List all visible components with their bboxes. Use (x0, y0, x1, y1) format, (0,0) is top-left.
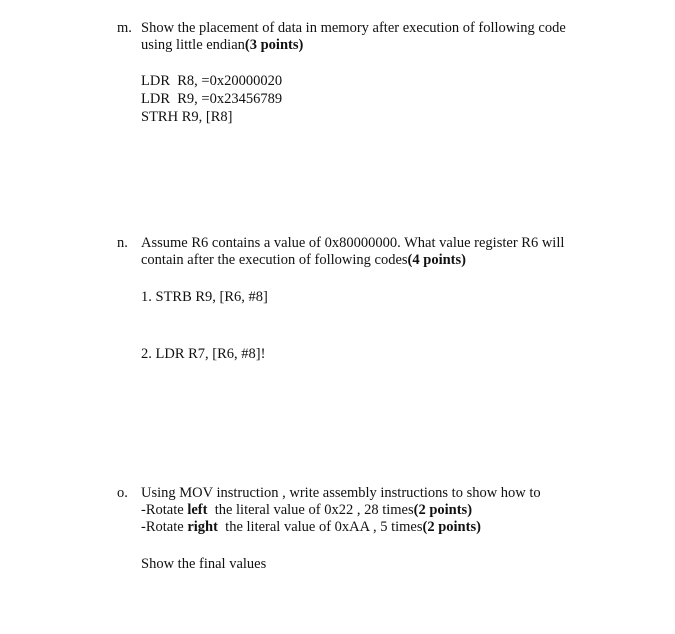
question-m-line2 (141, 37, 647, 54)
question-n-line2 (141, 252, 647, 269)
question-n-line2-text: contain after the execution of following codes (141, 252, 408, 268)
question-n-letter: n. (117, 235, 128, 251)
question-m-letter: m. (117, 20, 132, 36)
code-line-2: LDR R9, =0x23456789 (141, 91, 283, 107)
question-n-item-2: 2. LDR R7, [R6, #8]! (141, 346, 266, 362)
rotate-left-line (141, 502, 647, 519)
question-m-points: (3 points) (244, 37, 304, 53)
question-o-letter: o. (117, 485, 128, 501)
rotate-left-text: the literal value of 0x22 , 28 times (207, 502, 414, 518)
question-o-line1: Using MOV instruction , write assembly instructions to show how to (141, 485, 541, 501)
question-o-prompt (117, 485, 647, 536)
show-final-values: Show the final values (141, 556, 267, 572)
question-o (117, 485, 647, 536)
code-line-3: STRH R9, [R8] (141, 109, 233, 125)
question-m-prompt (117, 20, 647, 54)
rotate-right-prefix: -Rotate (141, 519, 188, 535)
rotate-right-keyword: right (187, 519, 218, 535)
rotate-left-points: (2 points) (413, 502, 473, 518)
rotate-right-points: (2 points) (422, 519, 481, 535)
question-m (117, 20, 647, 54)
question-m-line2-text: using little endian (141, 37, 245, 53)
rotate-left-prefix: -Rotate (141, 502, 188, 518)
rotate-right-text: the literal value of 0xAA , 5 times (217, 519, 423, 535)
question-n-line1: Assume R6 contains a value of 0x80000000. What value register R6 will (141, 235, 565, 251)
code-line-1: LDR R8, =0x20000020 (141, 73, 283, 89)
question-n-item-1: 1. STRB R9, [R6, #8] (141, 289, 268, 305)
question-n-points: (4 points) (407, 252, 466, 268)
rotate-right-line (141, 519, 647, 536)
question-n-prompt (117, 235, 647, 269)
question-m-line1: Show the placement of data in memory after execution of following code (141, 20, 566, 36)
question-n (117, 235, 647, 269)
rotate-left-keyword: left (187, 502, 208, 518)
